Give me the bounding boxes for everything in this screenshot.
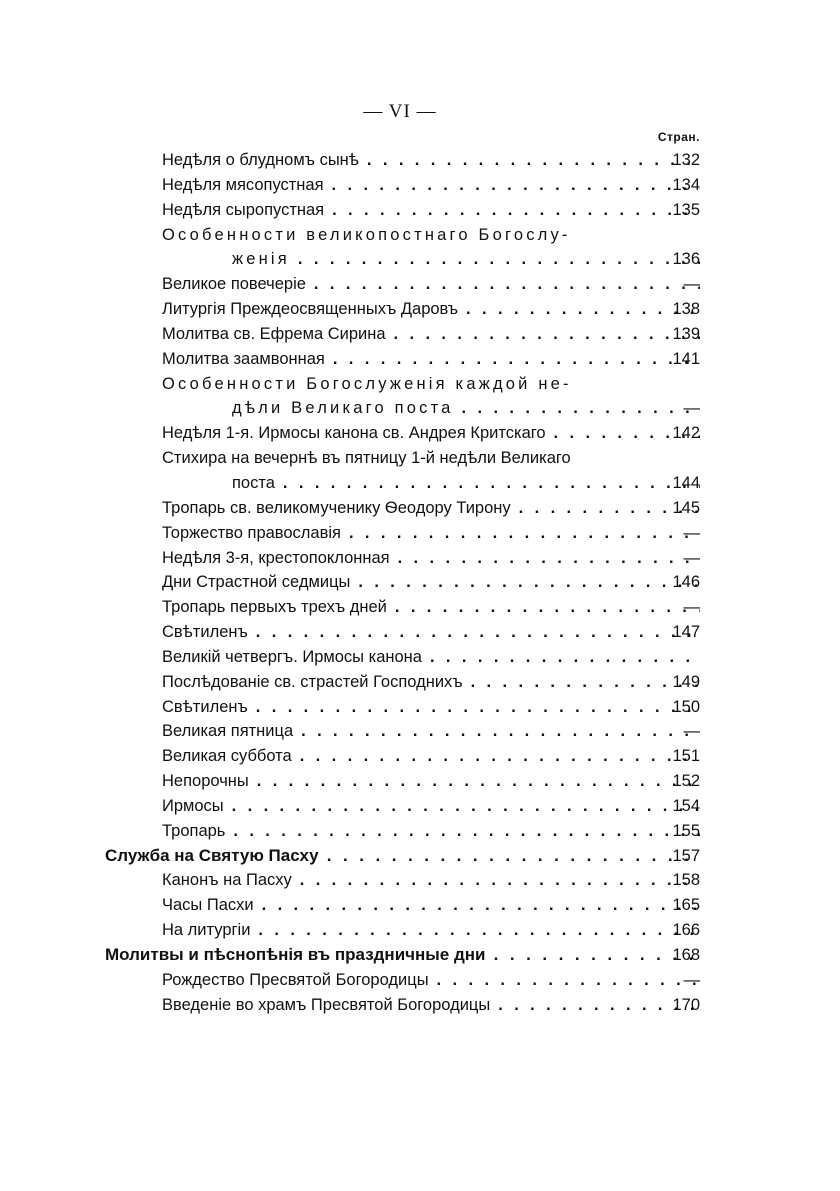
toc-entry-page: 152	[672, 772, 700, 791]
toc-entry-page: 144	[672, 473, 700, 492]
toc-entry-page: 158	[672, 871, 700, 890]
toc-entry-title: Молитвы и пѣснопѣнія въ праздничные дни . . .	[105, 943, 700, 968]
toc-entry-title: Непорочны . . .	[162, 769, 700, 794]
toc-entry-page: 165	[672, 896, 700, 915]
toc-section-row	[0, 943, 840, 968]
toc-entry-title: Введеніе во храмъ Пресвятой Богородицы . . .	[162, 993, 700, 1018]
toc-entry-title: женія . . .	[232, 247, 700, 272]
toc-entry-title: Литургія Преждеосвященныхъ Даровъ . . .	[162, 297, 700, 322]
toc-entry-title: Стихира на вечернѣ въ пятницу 1-й недѣли Великаго	[162, 449, 571, 468]
toc-entry-title: Канонъ на Пасху . . .	[162, 868, 700, 893]
page-number: — VI —	[363, 101, 437, 122]
toc-entry-page: 149	[672, 672, 700, 691]
toc-row	[0, 173, 840, 198]
toc-entry-page: 151	[672, 747, 700, 766]
toc-row	[0, 272, 840, 297]
toc-row	[0, 396, 840, 421]
page-column-label: Стран.	[657, 130, 700, 144]
toc-entry-page: 168	[672, 946, 700, 964]
toc-entry-page: 139	[672, 324, 700, 343]
toc-entry-page: —	[683, 598, 700, 617]
toc-entry-page: 136	[672, 250, 700, 269]
toc-entry-title: Недѣля мясопустная . . .	[162, 173, 700, 198]
toc-entry-title: Тропарь св. великомученику Ѳеодору Тирону . . .	[162, 496, 700, 521]
toc-entry-title: Дни Страстной седмицы . . .	[162, 570, 700, 595]
toc-entry-title: Тропарь первыхъ трехъ дней . . .	[162, 595, 700, 620]
toc-entry-page: —	[683, 548, 700, 567]
toc-entry-title: Служба на Святую Пасху . . .	[105, 844, 700, 869]
toc-entry-page: 135	[672, 200, 700, 219]
toc-entry-page: 138	[672, 300, 700, 319]
toc-row	[0, 446, 840, 471]
toc-entry-title: Молитва св. Ефрема Сирина . . .	[162, 322, 700, 347]
toc-entry-title: Рождество Пресвятой Богородицы . . .	[162, 968, 700, 993]
toc-entry-page: 166	[672, 921, 700, 940]
toc-entry-page: 132	[672, 151, 700, 169]
toc-entry-title: Недѣля сыропустная . . .	[162, 198, 700, 223]
toc-entry-title: Часы Пасхи . . .	[162, 893, 700, 918]
toc-entry-title: Торжество православія . . .	[162, 521, 700, 546]
toc-row	[0, 421, 840, 446]
toc-entry-title: Тропарь . . .	[162, 819, 700, 844]
toc-row	[0, 148, 840, 173]
toc-entry-page: 145	[672, 498, 700, 517]
toc-entry-title: Молитва заамвонная . . .	[162, 347, 700, 372]
toc-entry-page: 155	[672, 821, 700, 840]
toc-row	[0, 521, 840, 546]
toc-row	[0, 223, 840, 248]
toc-entry-title: Великій четвергъ. Ирмосы канона . . .	[162, 645, 700, 670]
toc-entry-page: 147	[672, 623, 700, 642]
toc-row	[0, 744, 840, 769]
toc-row	[0, 819, 840, 844]
toc-row	[0, 347, 840, 372]
toc-row	[0, 719, 840, 744]
toc-row	[0, 322, 840, 347]
toc-row	[0, 695, 840, 720]
toc-entry-title: Ирмосы . . .	[162, 794, 700, 819]
toc-entry-title: Особенности Богослуженія каждой не-	[162, 374, 572, 393]
toc-entry-title: Великая пятница . . .	[162, 719, 700, 744]
toc-entry-title: Недѣля 1-я. Ирмосы канона св. Андрея Критскаго . . .	[162, 421, 700, 446]
toc-entry-title: Послѣдованіе св. страстей Господнихъ . . .	[162, 670, 700, 695]
toc-row	[0, 893, 840, 918]
toc-row	[0, 918, 840, 943]
toc-row	[0, 496, 840, 521]
toc-row	[0, 372, 840, 397]
toc-entry-page: —	[683, 399, 700, 418]
toc-entry-page: 142	[672, 424, 700, 443]
toc-entry-page: —	[683, 970, 700, 989]
toc-row	[0, 868, 840, 893]
toc-entry-page: 150	[672, 697, 700, 716]
table-of-contents	[0, 148, 840, 1018]
toc-entry-title: Великая суббота . . .	[162, 744, 700, 769]
toc-row	[0, 595, 840, 620]
toc-entry-title: Свѣтиленъ . . .	[162, 695, 700, 720]
toc-row	[0, 670, 840, 695]
toc-entry-page: 146	[672, 573, 700, 592]
toc-entry-page: 141	[672, 349, 700, 368]
toc-entry-page: —	[683, 523, 700, 542]
toc-entry-title: поста . . .	[232, 471, 700, 496]
toc-entry-page: 154	[672, 796, 700, 815]
toc-row	[0, 247, 840, 272]
toc-entry-title: Особенности великопостнаго Богослу-	[162, 225, 571, 244]
toc-entry-title: Великое повечеріе . . .	[162, 272, 700, 297]
toc-entry-title: Свѣтиленъ . . .	[162, 620, 700, 645]
toc-entry-title: Недѣля о блудномъ сынѣ . . .	[162, 148, 700, 173]
toc-entry-title: Недѣля 3-я, крестопоклонная . . .	[162, 546, 700, 571]
toc-entry-page: 170	[672, 995, 700, 1014]
toc-row	[0, 620, 840, 645]
toc-row	[0, 198, 840, 223]
toc-entry-title: дѣли Великаго поста . . .	[232, 396, 700, 421]
toc-section-row	[0, 844, 840, 869]
toc-row	[0, 570, 840, 595]
toc-row	[0, 645, 840, 670]
toc-row	[0, 297, 840, 322]
toc-entry-page: 134	[672, 175, 700, 194]
toc-row	[0, 993, 840, 1018]
toc-entry-page: —	[683, 275, 700, 294]
toc-row	[0, 471, 840, 496]
toc-entry-page: —	[683, 722, 700, 741]
toc-entry-page: 157	[672, 846, 700, 865]
toc-entry-title: На литургіи . . .	[162, 918, 700, 943]
toc-row	[0, 769, 840, 794]
toc-row	[0, 968, 840, 993]
toc-row	[0, 794, 840, 819]
toc-row	[0, 546, 840, 571]
